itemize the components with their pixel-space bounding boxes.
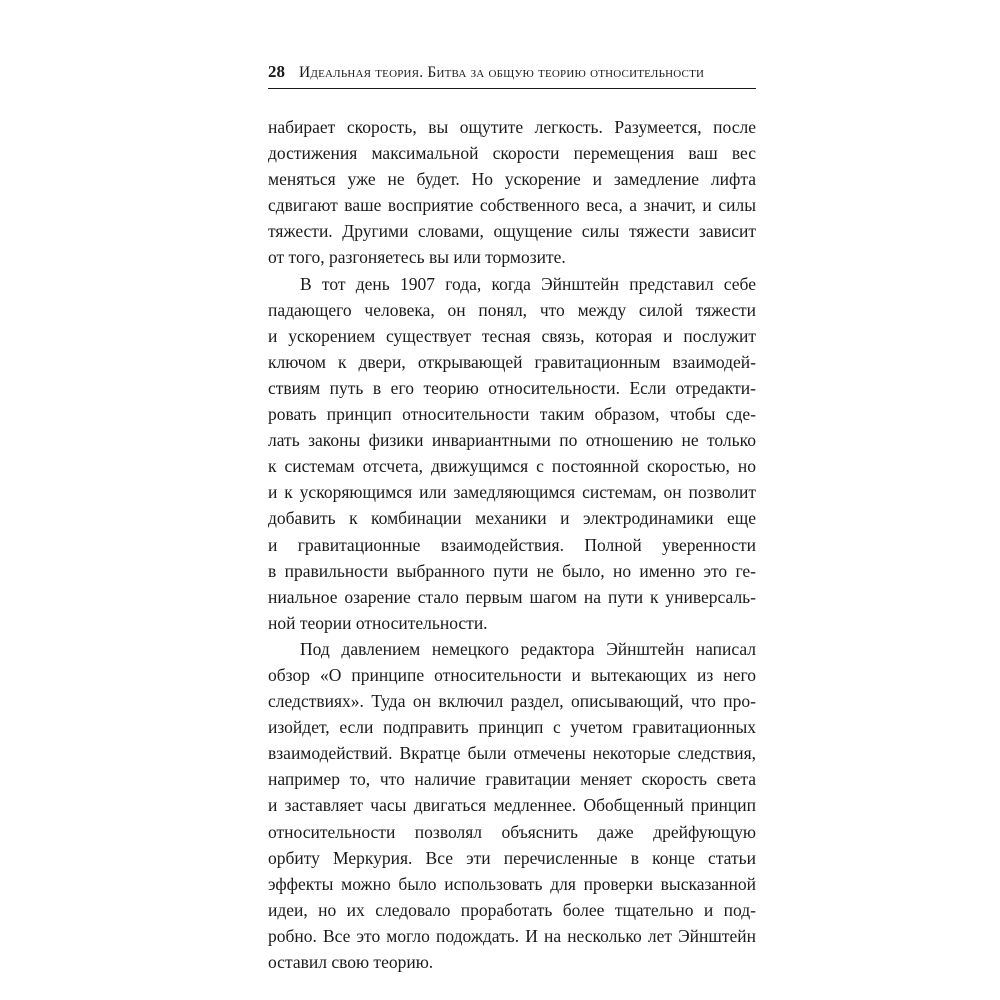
text-line: оставил свою теорию.	[268, 952, 434, 972]
text-line: взаимодействий. Вкратце были отмечены некоторые следствия,	[268, 743, 756, 764]
text-line: робно. Все это могло подождать. И на несколько лет Эйнштейн	[268, 925, 756, 946]
text-line: орбиту Меркурия. Все эти перечисленные в конце статьи	[268, 847, 756, 868]
text-line: лать законы физики инвариантными по отношению не только	[268, 430, 756, 451]
text-line: ниальное озарение стало первым шагом на пути к универсаль-	[268, 586, 756, 607]
paragraph	[268, 114, 756, 271]
text-line: в правильности выбранного пути не было, но именно это ге-	[268, 560, 756, 581]
text-line: и гравитационные взаимодействия. Полной уверенности	[268, 534, 756, 555]
text-line: тяжести. Другими словами, ощущение силы тяжести зависит	[268, 221, 756, 242]
text-line: например то, что наличие гравитации меняет скорость света	[268, 769, 756, 790]
page-number: 28	[268, 62, 285, 81]
text-line: меняться уже не будет. Но ускорение и замедление лифта	[268, 169, 756, 190]
header-rule	[268, 88, 756, 89]
text-line: ной теории относительности.	[268, 612, 488, 633]
paragraph	[268, 271, 756, 636]
paragraph	[268, 636, 756, 975]
text-line: эффекты можно было использовать для проверки высказанной	[268, 873, 756, 894]
text-line: следствиях». Туда он включил раздел, описывающий, что про-	[268, 691, 756, 712]
text-line: и ускорением существует тесная связь, которая и послужит	[268, 325, 756, 346]
text-line: Под давлением немецкого редактора Эйнштейн написал	[300, 638, 756, 659]
text-line: В тот день 1907 года, когда Эйнштейн представил себе	[300, 273, 756, 294]
body-text	[268, 114, 756, 975]
text-line: относительности позволял объяснить даже дрейфующую	[268, 821, 756, 842]
running-head: Идеальная теория. Битва за общую теорию относительности	[299, 64, 705, 81]
text-line: ровать принцип относительности таким образом, чтобы сде-	[268, 404, 756, 425]
text-line: сдвигают ваше восприятие собственного веса, а значит, и силы	[268, 195, 756, 216]
text-line: к системам отсчета, движущимся с постоянной скоростью, но	[268, 456, 756, 477]
text-line: от того, разгоняетесь вы или тормозите.	[268, 247, 566, 268]
text-line: ключом к двери, открывающей гравитационным взаимодей-	[268, 351, 756, 372]
text-line: достижения максимальной скорости перемещения ваш вес	[268, 143, 756, 164]
text-line: добавить к комбинации механики и электродинамики еще	[268, 508, 756, 529]
text-line: изойдет, если подправить принцип с учетом гравитационных	[268, 717, 756, 738]
text-line: и к ускоряющимся или замедляющимся системам, он позволит	[268, 482, 756, 503]
text-line: набирает скорость, вы ощутите легкость. Разумеется, после	[268, 117, 756, 137]
text-line: и заставляет часы двигаться медленнее. Обобщенный принцип	[268, 795, 756, 816]
text-line: обзор «О принципе относительности и вытекающих из него	[268, 664, 756, 685]
text-line: идеи, но их следовало проработать более тщательно и под-	[268, 899, 756, 920]
page-header	[268, 62, 756, 86]
text-line: падающего человека, он понял, что между силой тяжести	[268, 299, 756, 320]
text-line: ствиям путь в его теорию относительности. Если отредакти-	[268, 377, 756, 398]
